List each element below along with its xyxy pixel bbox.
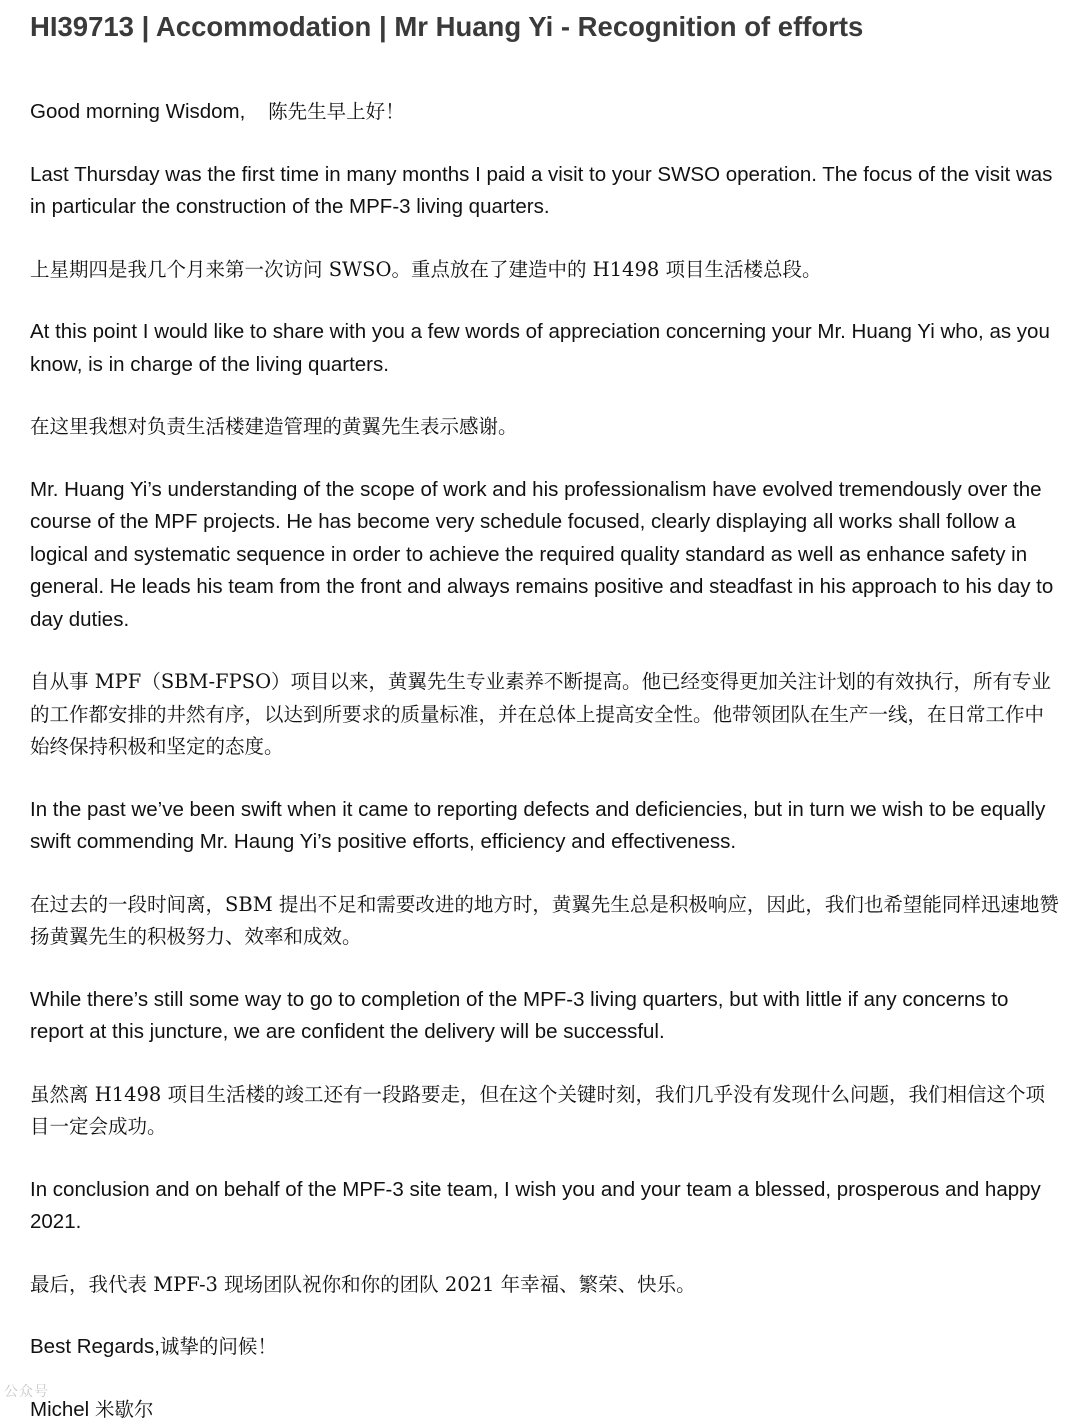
signature-en: Michel xyxy=(30,1398,89,1421)
signature xyxy=(30,1394,1060,1426)
paragraph-4-en: In the past we’ve been swift when it came to reporting defects and deficiencies, but in turn we wish to be equally swift commending Mr. Haung Yi’s positive efforts, efficiency and effectiveness. xyxy=(30,794,1060,859)
paragraph-1-en: Last Thursday was the first time in many months I paid a visit to your SWSO operation. The focus of the visit was in particular the construction of the MPF-3 living quarters. xyxy=(30,159,1060,224)
paragraph-2-en: At this point I would like to share with you a few words of appreciation concerning your Mr. Huang Yi who, as you know, is in charge of the living quarters. xyxy=(30,316,1060,381)
greeting-en: Good morning Wisdom, xyxy=(30,100,245,123)
greeting xyxy=(30,96,1060,129)
email-body xyxy=(30,0,1060,1426)
paragraph-5-cn: 虽然离 H1498 项目生活楼的竣工还有一段路要走，但在这个关键时刻，我们几乎没有发现什么问题，我们相信这个项目一定会成功。 xyxy=(30,1079,1060,1144)
closing-cn: 诚挚的问候！ xyxy=(160,1335,277,1358)
paragraph-6-cn: 最后，我代表 MPF-3 现场团队祝你和你的团队 2021 年幸福、繁荣、快乐。 xyxy=(30,1269,1060,1302)
greeting-cn: 陈先生早上好！ xyxy=(268,100,405,123)
paragraph-3-cn: 自从事 MPF（SBM-FPSO）项目以来，黄翼先生专业素养不断提高。他已经变得更加关注计划的有效执行，所有专业的工作都安排的井然有序，以达到所要求的质量标准，并在总体上提高安全性。他带领团队在生产一线，在日常工作中始终保持积极和坚定的态度。 xyxy=(30,666,1060,764)
closing xyxy=(30,1331,1060,1364)
paragraph-1-cn: 上星期四是我几个月来第一次访问 SWSO。重点放在了建造中的 H1498 项目生活楼总段。 xyxy=(30,254,1060,287)
email-subject: HI39713 | Accommodation | Mr Huang Yi - Recognition of efforts xyxy=(30,0,1060,44)
paragraph-2-cn: 在这里我想对负责生活楼建造管理的黄翼先生表示感谢。 xyxy=(30,411,1060,444)
paragraph-5-en: While there’s still some way to go to completion of the MPF-3 living quarters, but with little if any concerns to report at this juncture, we are confident the delivery will be successful. xyxy=(30,984,1060,1049)
paragraph-4-cn: 在过去的一段时间离，SBM 提出不足和需要改进的地方时，黄翼先生总是积极响应，因此，我们也希望能同样迅速地赞扬黄翼先生的积极努力、效率和成效。 xyxy=(30,889,1060,954)
paragraph-3-en: Mr. Huang Yi’s understanding of the scope of work and his professionalism have evolved tremendously over the course of the MPF projects. He has become very schedule focused, clearly displaying all works shall follow a logical and systematic sequence in order to achieve the required quality standard as well as enhance safety in general. He leads his team from the front and always remains positive and steadfast in his approach to his day to day duties. xyxy=(30,474,1060,637)
signature-cn: 米歇尔 xyxy=(95,1398,154,1421)
closing-en: Best Regards, xyxy=(30,1335,160,1358)
watermark: 公众号 xyxy=(4,1381,49,1401)
paragraph-6-en: In conclusion and on behalf of the MPF-3 site team, I wish you and your team a blessed, prosperous and happy 2021. xyxy=(30,1174,1060,1239)
